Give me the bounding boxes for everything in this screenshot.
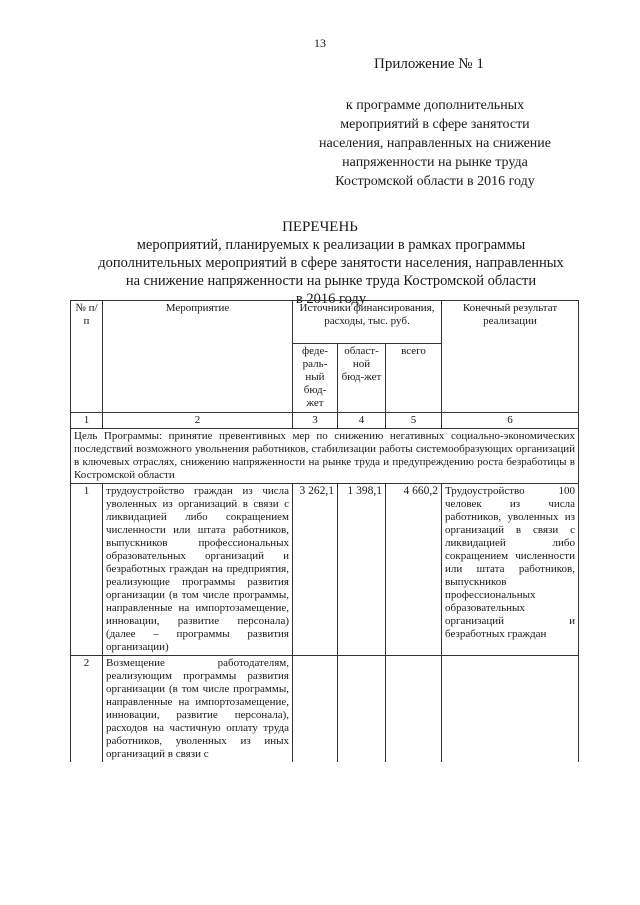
column-number: 2: [103, 413, 293, 429]
row-num: 1: [71, 484, 103, 656]
column-number: 1: [71, 413, 103, 429]
subtitle-line: на снижение напряженности на рынке труда Костромской области: [125, 273, 537, 289]
header-result: Конечный результат реализации: [442, 301, 579, 413]
column-number: 5: [386, 413, 442, 429]
subtitle-line: дополнительных мероприятий в сфере занятости населения, направленных: [98, 255, 564, 271]
appendix-line: Костромской области в 2016 году: [335, 174, 535, 189]
appendix-line: населения, направленных на снижение: [319, 136, 551, 151]
header-funding-sources: Источники финансирования, расходы, тыс. руб.: [293, 301, 442, 344]
document-title: ПЕРЕЧЕНЬ: [282, 219, 358, 235]
appendix-line: напряженности на рынке труда: [342, 155, 528, 170]
document-subtitle: [96, 236, 566, 308]
subtitle-line: в 2016 году: [295, 291, 367, 307]
header-regional-budget: област-ной бюд-жет: [338, 344, 386, 413]
column-number-row: [71, 413, 579, 429]
row-total: [386, 656, 442, 763]
page-number: 13: [314, 36, 326, 50]
row-activity: Возмещение работодателям, реализующим программы развития организации (в том числе программы, направленные на импортозамещение, инновации, развитие персонала), расходов на частичную оплату труда работников, уволенных из иных организаций в связи с: [103, 656, 293, 763]
appendix-reference: [300, 96, 570, 191]
column-number: 6: [442, 413, 579, 429]
table-row: [71, 484, 579, 656]
goal-row: [71, 429, 579, 484]
row-federal: [293, 656, 338, 763]
row-total: 4 660,2: [386, 484, 442, 656]
header-activity: Мероприятие: [103, 301, 293, 413]
row-result: Трудоустройство 100 человек из числа работников, уволенных из организаций в связи с ликвидацией либо сокращением численности или штата работников, выпускников профессиональных образовательных организаций и безработных граждан: [442, 484, 579, 656]
row-regional: [338, 656, 386, 763]
header-num: № п/п: [71, 301, 103, 413]
row-federal: 3 262,1: [293, 484, 338, 656]
program-goal: Цель Программы: принятие превентивных мер по снижению негативных социально-экономических последствий возможного увольнения работников, стабилизации работы системообразующих организаций в ключевых отраслях, снижению напряженности на рынке труда и предупреждению роста безработицы в Костромской области: [71, 429, 579, 484]
header-total: всего: [386, 344, 442, 413]
activities-table: [70, 300, 579, 762]
row-result: [442, 656, 579, 763]
column-number: 3: [293, 413, 338, 429]
header-federal-budget: феде-раль-ный бюд-жет: [293, 344, 338, 413]
table-header-row: [71, 301, 579, 344]
row-regional: 1 398,1: [338, 484, 386, 656]
column-number: 4: [338, 413, 386, 429]
subtitle-line: мероприятий, планируемых к реализации в рамках программы: [136, 237, 526, 253]
table-row: [71, 656, 579, 763]
appendix-line: к программе дополнительных: [345, 98, 525, 113]
row-activity: трудоустройство граждан из числа уволенных из организаций в связи с ликвидацией либо сокращением численности или штата работников, выпускников профессиональных образовательных организаций и безработных граждан на предприятия, реализующие программы развития организации (в том числе программы, направленные на импортозамещение, инновации, развитие персонала) (далее – программы развития организации): [103, 484, 293, 656]
row-num: 2: [71, 656, 103, 763]
appendix-title: Приложение № 1: [374, 56, 484, 72]
appendix-line: мероприятий в сфере занятости: [340, 117, 530, 132]
